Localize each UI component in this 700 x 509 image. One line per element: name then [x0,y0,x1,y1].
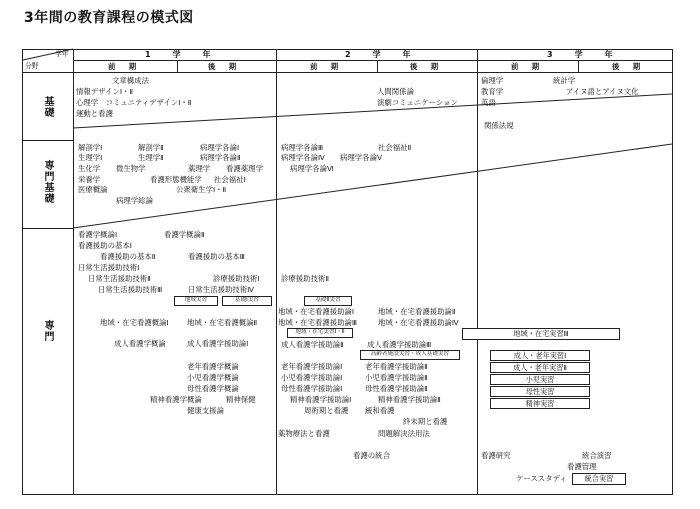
subject: 生理学Ⅱ [138,153,164,162]
subject: 成人看護学概論 [114,339,166,348]
year-2-header: 2 学 年 [345,50,418,59]
subject: 看護研究 [481,451,511,460]
semester-y3-first: 前 期 [511,62,543,71]
subject: 病理学各論Ⅴ [340,153,383,162]
page-title: 3年間の教育課程の模式図 [24,10,194,26]
subject: 看護薬理学 [226,164,263,173]
subject: 微生物学 [116,164,146,173]
practicum-box: 小児実習 [490,374,590,385]
subject: 老年看護学概論 [187,362,239,371]
subject: 薬物療法と看護 [278,429,330,438]
subject: 精神看護学援助論Ⅰ [290,395,352,404]
subject: 看護援助の基本Ⅲ [188,252,245,261]
subject: 心理学 コミュニティデザインⅠ・Ⅱ [76,98,192,107]
subject: 地域・在宅看護概論Ⅰ [100,318,169,327]
practicum-box: 精神実習 [490,398,590,409]
subject: 病理学各論Ⅱ [200,153,241,162]
subject: 生理学Ⅰ [78,153,103,162]
semester-y2-first: 前 期 [310,62,342,71]
subject: 統計学 [553,76,576,85]
subject: 精神看護学援助論Ⅱ [378,395,441,404]
corner-year-label: 学年 [55,50,69,58]
subject: 周術期と看護 [304,406,349,415]
subject: 精神保健 [226,395,256,404]
subject: 情報デザインⅠ・Ⅱ [76,87,134,96]
subject: 地域・在宅看護援助論Ⅰ [278,307,355,316]
subject: 病理学各論Ⅲ [281,143,324,152]
subject: 英語 [481,98,496,107]
subject: 小児看護学概論 [187,373,239,382]
subject: 看護援助の基本Ⅰ [78,241,132,250]
practicum-box: 高齢者施設実習・成人基礎実習 [360,350,460,360]
subject: 成人看護学援助論Ⅲ [367,340,432,349]
subject: 解剖学Ⅱ [138,143,164,152]
practicum-box: 地域実習 [174,296,218,306]
subject: 健康支援論 [187,406,224,415]
subject: 演劇コミュニケーション [377,98,458,107]
category-kiso: 基礎 [42,96,53,118]
subject: 医療概論 [78,185,108,194]
subject: 母性看護学援助論Ⅰ [281,384,343,393]
practicum-box: 統合実習 [572,473,626,485]
subject: 精神看護学概論 [150,395,202,404]
subject: 病理学総論 [116,196,153,205]
subject: 社会福祉Ⅰ [214,175,246,184]
subject: 問題解決法用法 [378,429,430,438]
subject: 看護管理 [567,462,597,471]
subject: 関係法規 [484,121,514,130]
corner-field-label: 分野 [25,62,39,70]
subject: 地域・在宅看護援助論Ⅱ [378,307,456,316]
subject: 日常生活援助技術Ⅱ [88,274,151,283]
subject: 地域・在宅看護概論Ⅱ [187,318,258,327]
practicum-box: 基礎Ⅱ実習 [304,296,352,306]
subject: 診療援助技術Ⅰ [213,274,260,283]
subject: 公衆衛生学Ⅰ・Ⅱ [176,185,227,194]
subject: 統合演習 [582,451,612,460]
subject: 教育学 [481,87,504,96]
practicum-box: 成人・老年実習Ⅱ [490,362,590,373]
subject: 母性看護学援助論Ⅱ [365,384,428,393]
subject: 看護形態機能学 [150,175,202,184]
subject: 地域・在宅看護援助論Ⅲ [278,318,358,327]
subject: 緩和看護 [365,406,395,415]
subject: 母性看護学概論 [187,384,239,393]
semester-y2-second: 後 期 [410,62,442,71]
subject: 社会福祉Ⅱ [378,143,412,152]
practicum-box: 成人・老年実習Ⅰ [490,350,590,361]
category-senmon-kiso: 専門基礎 [42,160,53,204]
year-3-header: 3 学 年 [547,50,620,59]
practicum-box: 基礎Ⅰ実習 [222,296,272,306]
category-senmon: 専門 [42,320,53,342]
subject: 病理学各論Ⅳ [281,153,325,162]
subject: 病理学各論Ⅵ [290,164,334,173]
practicum-box: 地域・在宅実習Ⅰ・Ⅱ [287,328,353,338]
subject: 薬理学 [188,164,211,173]
subject: 診療援助技術Ⅱ [281,274,329,283]
subject: 解剖学Ⅰ [78,143,103,152]
subject: 小児看護学援助論Ⅰ [281,373,343,382]
practicum-box: 地域・在宅実習Ⅲ [462,328,620,340]
practicum-box: 母性実習 [490,386,590,397]
subject: ケーススタディ [516,474,567,483]
subject: 成人看護学援助論Ⅱ [281,340,344,349]
subject: 文章構成法 [112,76,149,85]
subject: 看護援助の基本Ⅱ [100,252,156,261]
subject: 看護学概論Ⅱ [164,230,205,239]
subject: 老年看護学援助論Ⅰ [281,362,343,371]
semester-y3-second: 後 期 [612,62,644,71]
year-1-header: 1 学 年 [145,50,218,59]
subject: 成人看護学援助論Ⅰ [187,339,249,348]
subject: 日常生活援助技術Ⅳ [188,285,254,294]
subject: 地域・在宅看護援助論Ⅳ [378,318,459,327]
subject: 人間関係論 [377,87,414,96]
semester-y1-second: 後 期 [208,62,240,71]
subject: アイヌ語とアイヌ文化 [566,87,639,96]
subject: 運動と看護 [76,109,113,118]
subject: 生化学 [78,164,101,173]
subject: 老年看護学援助論Ⅱ [365,362,428,371]
subject: 日常生活援助技術Ⅰ [78,263,140,272]
subject: 病理学各論Ⅰ [200,143,240,152]
subject: 小児看護学援助論Ⅱ [365,373,428,382]
subject: 看護学概論Ⅰ [78,230,118,239]
subject: 日常生活援助技術Ⅲ [98,285,163,294]
subject: 倫理学 [481,76,504,85]
semester-y1-first: 前 期 [108,62,140,71]
subject: 看護の統合 [353,451,390,460]
subject: 栄養学 [78,175,101,184]
subject: 終末期と看護 [403,417,448,426]
